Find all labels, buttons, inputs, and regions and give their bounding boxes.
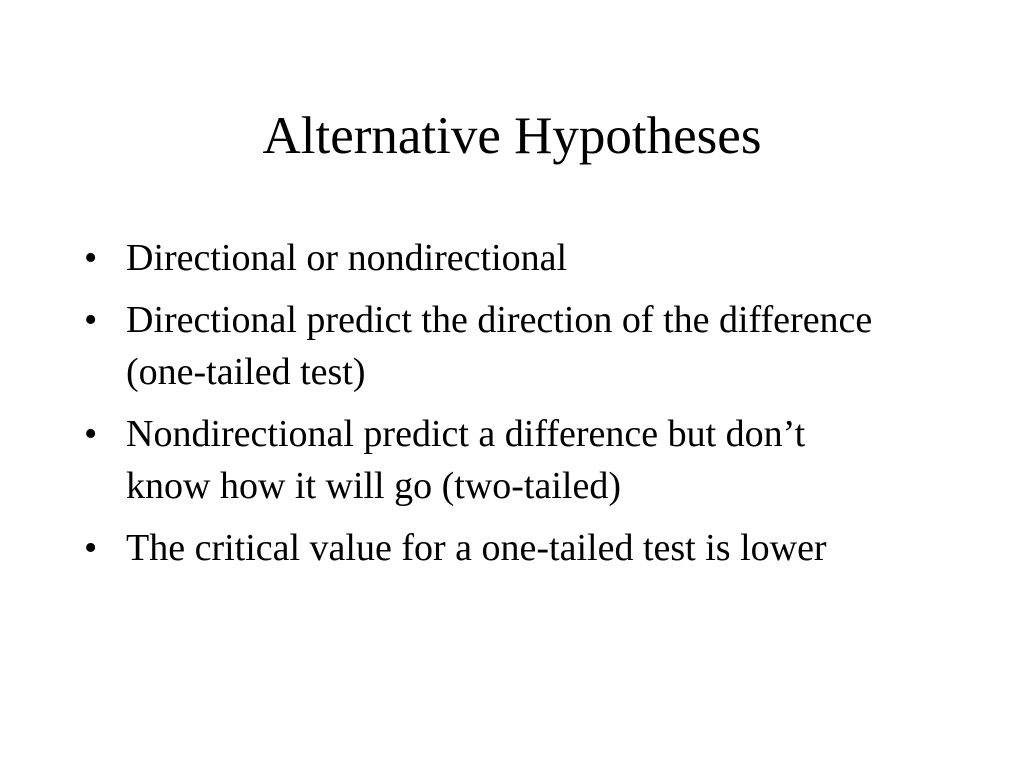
bullet-icon: •: [84, 299, 98, 341]
bullet-text: Directional predict the direction of the difference (one-tailed test): [126, 299, 873, 393]
bullet-icon: •: [84, 237, 98, 279]
slide-title: Alternative Hypotheses: [262, 107, 762, 165]
bullet-text: Nondirectional predict a difference but don’t know how it will go (two-tailed): [126, 413, 806, 507]
bullet-icon: •: [84, 413, 98, 455]
bullet-text: The critical value for a one-tailed test is lower: [126, 527, 827, 569]
bullet-item: [84, 294, 884, 398]
bullet-item: [84, 522, 884, 574]
bullet-text: Directional or nondirectional: [126, 237, 568, 279]
bullet-item: [84, 232, 884, 284]
bullet-list: [84, 232, 884, 584]
bullet-icon: •: [84, 527, 98, 569]
bullet-item: [84, 408, 884, 512]
